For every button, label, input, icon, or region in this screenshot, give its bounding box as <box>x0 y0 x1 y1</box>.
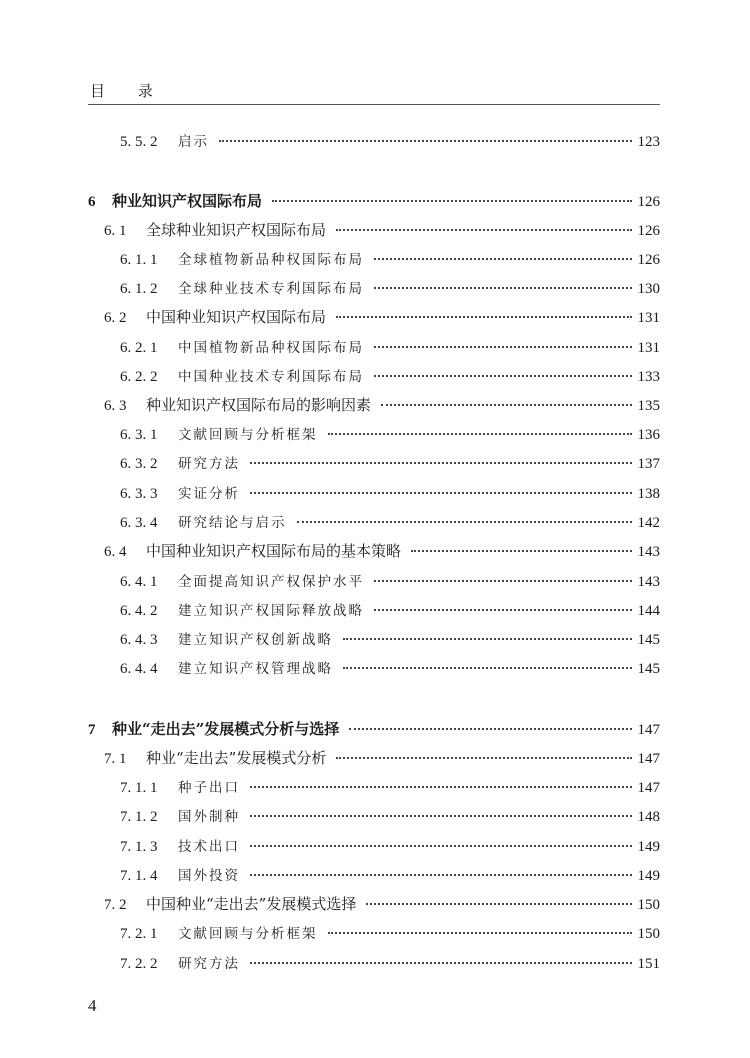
entry-number: 6. 1 <box>104 223 127 239</box>
entry-number: 6. 4. 2 <box>120 603 158 619</box>
toc-chapter-7[interactable] <box>88 718 660 739</box>
entry-page: 150 <box>637 897 660 913</box>
entry-page: 151 <box>637 956 660 972</box>
header-title: 目 录 <box>90 82 167 100</box>
toc-entry-6-3-4[interactable] <box>120 511 660 532</box>
entry-title: 建立知识产权管理战略 <box>178 661 333 677</box>
dot-leader <box>374 258 632 260</box>
toc-entry-6-3-2[interactable] <box>120 452 660 473</box>
entry-title: 中国种业知识产权国际布局 <box>146 308 327 326</box>
entry-number: 6. 3. 4 <box>120 515 158 531</box>
entry-number: 7 <box>88 722 96 738</box>
dot-leader <box>336 229 631 231</box>
dot-leader <box>250 962 632 964</box>
entry-title: 启示 <box>178 134 209 150</box>
entry-number: 6. 2. 2 <box>120 369 158 385</box>
entry-page: 144 <box>637 603 660 619</box>
entry-number: 6. 4. 1 <box>120 574 158 590</box>
toc-section-6-2[interactable] <box>104 306 660 327</box>
entry-number: 6. 2 <box>104 310 127 326</box>
entry-page: 142 <box>637 515 660 531</box>
toc-entry-6-2-2[interactable] <box>120 365 660 386</box>
entry-title: 种业“走出去”发展模式分析 <box>146 749 327 767</box>
toc-section-6-1[interactable] <box>104 219 660 240</box>
entry-title: 研究方法 <box>178 956 240 972</box>
dot-leader <box>336 316 631 318</box>
toc-entry-6-1-1[interactable] <box>120 248 660 269</box>
running-header <box>88 78 660 105</box>
dot-leader <box>250 815 632 817</box>
dot-leader <box>328 932 632 934</box>
dot-leader <box>374 287 632 289</box>
dot-leader <box>336 757 631 759</box>
entry-page: 123 <box>637 134 660 150</box>
entry-title: 国外投资 <box>178 868 240 884</box>
toc-entry-7-1-3[interactable] <box>120 835 660 856</box>
toc-entry-6-4-3[interactable] <box>120 628 660 649</box>
entry-number: 5. 5. 2 <box>120 134 158 150</box>
toc-entry-6-2-1[interactable] <box>120 336 660 357</box>
dot-leader <box>366 903 631 905</box>
page-number: 4 <box>88 996 97 1015</box>
toc-chapter-6[interactable] <box>88 190 660 211</box>
entry-number: 7. 2. 1 <box>120 926 158 942</box>
entry-page: 143 <box>637 544 660 560</box>
entry-number: 6. 2. 1 <box>120 340 158 356</box>
entry-title: 技术出口 <box>178 839 240 855</box>
entry-number: 6. 4. 3 <box>120 632 158 648</box>
dot-leader <box>374 346 632 348</box>
entry-number: 7. 2. 2 <box>120 956 158 972</box>
dot-leader <box>381 404 631 406</box>
entry-title: 全面提高知识产权保护水平 <box>178 574 364 590</box>
dot-leader <box>374 580 632 582</box>
dot-leader <box>374 609 632 611</box>
entry-title: 文献回顾与分析框架 <box>178 427 318 443</box>
entry-page: 126 <box>637 252 660 268</box>
entry-title: 种业“走出去”发展模式分析与选择 <box>112 720 340 738</box>
entry-title: 全球种业技术专利国际布局 <box>178 281 364 297</box>
toc-entry-6-4-1[interactable] <box>120 570 660 591</box>
entry-title: 种子出口 <box>178 780 240 796</box>
entry-page: 148 <box>637 809 660 825</box>
entry-page: 131 <box>637 310 660 326</box>
entry-page: 126 <box>637 223 660 239</box>
entry-page: 143 <box>637 574 660 590</box>
dot-leader <box>250 462 632 464</box>
entry-page: 150 <box>637 926 660 942</box>
toc-entry-7-1-1[interactable] <box>120 776 660 797</box>
dot-leader <box>374 375 632 377</box>
entry-page: 126 <box>637 194 660 210</box>
entry-page: 145 <box>637 632 660 648</box>
entry-number: 6. 4 <box>104 544 127 560</box>
toc-entry-6-3-3[interactable] <box>120 482 660 503</box>
toc-entry-7-2-2[interactable] <box>120 952 660 973</box>
entry-page: 147 <box>637 722 660 738</box>
entry-title: 中国种业“走出去”发展模式选择 <box>146 895 357 913</box>
entry-page: 145 <box>637 661 660 677</box>
entry-page: 147 <box>637 751 660 767</box>
dot-leader <box>349 728 631 730</box>
dot-leader <box>272 200 631 202</box>
entry-number: 6. 1. 2 <box>120 281 158 297</box>
toc-entry-5-5-2[interactable] <box>120 130 660 151</box>
entry-title: 中国植物新品种权国际布局 <box>178 340 364 356</box>
entry-number: 6. 3. 1 <box>120 427 158 443</box>
entry-number: 6. 1. 1 <box>120 252 158 268</box>
entry-number: 7. 1. 1 <box>120 780 158 796</box>
entry-number: 7. 1. 2 <box>120 809 158 825</box>
toc-entry-7-1-2[interactable] <box>120 805 660 826</box>
dot-leader <box>411 550 631 552</box>
entry-page: 149 <box>637 868 660 884</box>
entry-page: 131 <box>637 340 660 356</box>
entry-title: 种业知识产权国际布局的影响因素 <box>146 396 372 414</box>
dot-leader <box>250 492 632 494</box>
toc-entry-6-3-1[interactable] <box>120 423 660 444</box>
dot-leader <box>328 433 632 435</box>
entry-number: 7. 1. 3 <box>120 839 158 855</box>
dot-leader <box>250 845 632 847</box>
entry-title: 全球植物新品种权国际布局 <box>178 252 364 268</box>
toc-entry-6-4-4[interactable] <box>120 657 660 678</box>
entry-title: 中国种业技术专利国际布局 <box>178 369 364 385</box>
entry-title: 实证分析 <box>178 486 240 502</box>
toc-section-7-2[interactable] <box>104 893 660 914</box>
entry-page: 147 <box>637 780 660 796</box>
entry-title: 建立知识产权国际释放战略 <box>178 603 364 619</box>
toc-entry-7-1-4[interactable] <box>120 864 660 885</box>
entry-title: 研究方法 <box>178 456 240 472</box>
entry-title: 种业知识产权国际布局 <box>112 192 263 210</box>
entry-number: 7. 1. 4 <box>120 868 158 884</box>
entry-page: 149 <box>637 839 660 855</box>
entry-title: 中国种业知识产权国际布局的基本策略 <box>146 542 402 560</box>
entry-page: 138 <box>637 486 660 502</box>
entry-title: 全球种业知识产权国际布局 <box>146 221 327 239</box>
entry-number: 6. 3. 2 <box>120 456 158 472</box>
toc-section-6-4[interactable] <box>104 540 660 561</box>
entry-number: 6. 4. 4 <box>120 661 158 677</box>
entry-title: 研究结论与启示 <box>178 515 287 531</box>
entry-number: 6 <box>88 194 96 210</box>
dot-leader <box>343 638 632 640</box>
dot-leader <box>297 521 632 523</box>
entry-number: 6. 3 <box>104 398 127 414</box>
toc-entry-6-4-2[interactable] <box>120 599 660 620</box>
toc-entry-7-2-1[interactable] <box>120 922 660 943</box>
entry-page: 133 <box>637 369 660 385</box>
entry-page: 130 <box>637 281 660 297</box>
entry-number: 7. 1 <box>104 751 127 767</box>
entry-page: 135 <box>637 398 660 414</box>
toc-section-7-1[interactable] <box>104 747 660 768</box>
entry-page: 136 <box>637 427 660 443</box>
entry-number: 6. 3. 3 <box>120 486 158 502</box>
entry-title: 文献回顾与分析框架 <box>178 926 318 942</box>
entry-page: 137 <box>637 456 660 472</box>
dot-leader <box>219 140 632 142</box>
toc-entry-6-1-2[interactable] <box>120 277 660 298</box>
entry-title: 建立知识产权创新战略 <box>178 632 333 648</box>
dot-leader <box>250 786 632 788</box>
dot-leader <box>343 667 632 669</box>
toc-section-6-3[interactable] <box>104 394 660 415</box>
dot-leader <box>250 874 632 876</box>
entry-title: 国外制种 <box>178 809 240 825</box>
entry-number: 7. 2 <box>104 897 127 913</box>
